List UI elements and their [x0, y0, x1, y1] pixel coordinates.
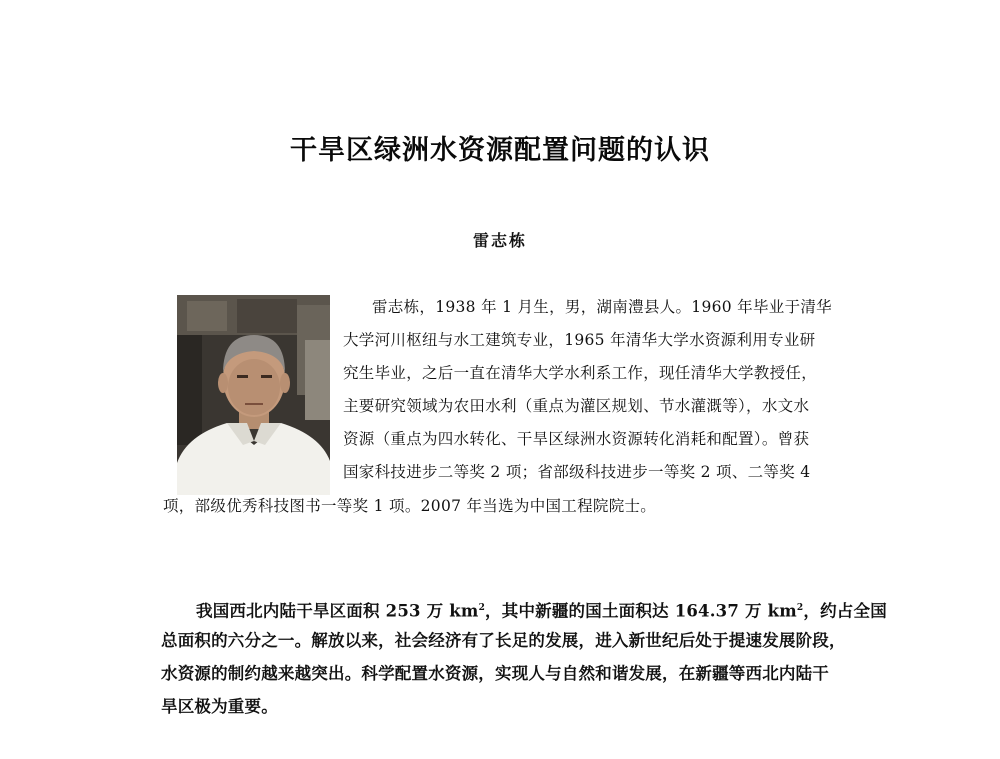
- superscript-2: 2: [796, 603, 804, 613]
- bio-line-6: 国家科技进步二等奖 2 项；省部级科技进步一等奖 2 项、二等奖 4: [343, 463, 811, 481]
- body-line-1: [196, 597, 887, 623]
- bio-line-2: 大学河川枢纽与水工建筑专业，1965 年清华大学水资源利用专业研: [343, 331, 816, 349]
- bio-line-7: 项，部级优秀科技图书一等奖 1 项。2007 年当选为中国工程院院士。: [163, 497, 657, 515]
- body-line-2: 总面积的六分之一。解放以来，社会经济有了长足的发展，进入新世纪后处于提速发展阶段，: [161, 631, 846, 650]
- body-line-3: 水资源的制约越来越突出。科学配置水资源，实现人与自然和谐发展，在新疆等西北内陆干: [161, 664, 829, 683]
- author-photo: [177, 295, 330, 495]
- body-line-1-c: ，约占全国: [803, 601, 887, 621]
- paper-title: 干旱区绿洲水资源配置问题的认识: [290, 135, 710, 166]
- bio-line-5: 资源（重点为四水转化、干旱区绿洲水资源转化消耗和配置）。曾获: [343, 430, 810, 448]
- bio-line-1: 雷志栋，1938 年 1 月生，男，湖南澧县人。1960 年毕业于清华: [372, 298, 832, 316]
- body-line-1-b: ，其中新疆的国土面积达 164.37 万 km: [485, 601, 797, 621]
- bio-line-3: 究生毕业，之后一直在清华大学水利系工作，现任清华大学教授任，: [343, 364, 818, 382]
- body-line-4: 旱区极为重要。: [161, 697, 278, 716]
- author-name: 雷志栋: [472, 231, 527, 250]
- body-line-1-a: 我国西北内陆干旱区面积 253 万 km: [196, 601, 479, 621]
- bio-line-4: 主要研究领域为农田水利（重点为灌区规划、节水灌溉等），水文水: [343, 397, 810, 415]
- superscript-2: 2: [478, 603, 486, 613]
